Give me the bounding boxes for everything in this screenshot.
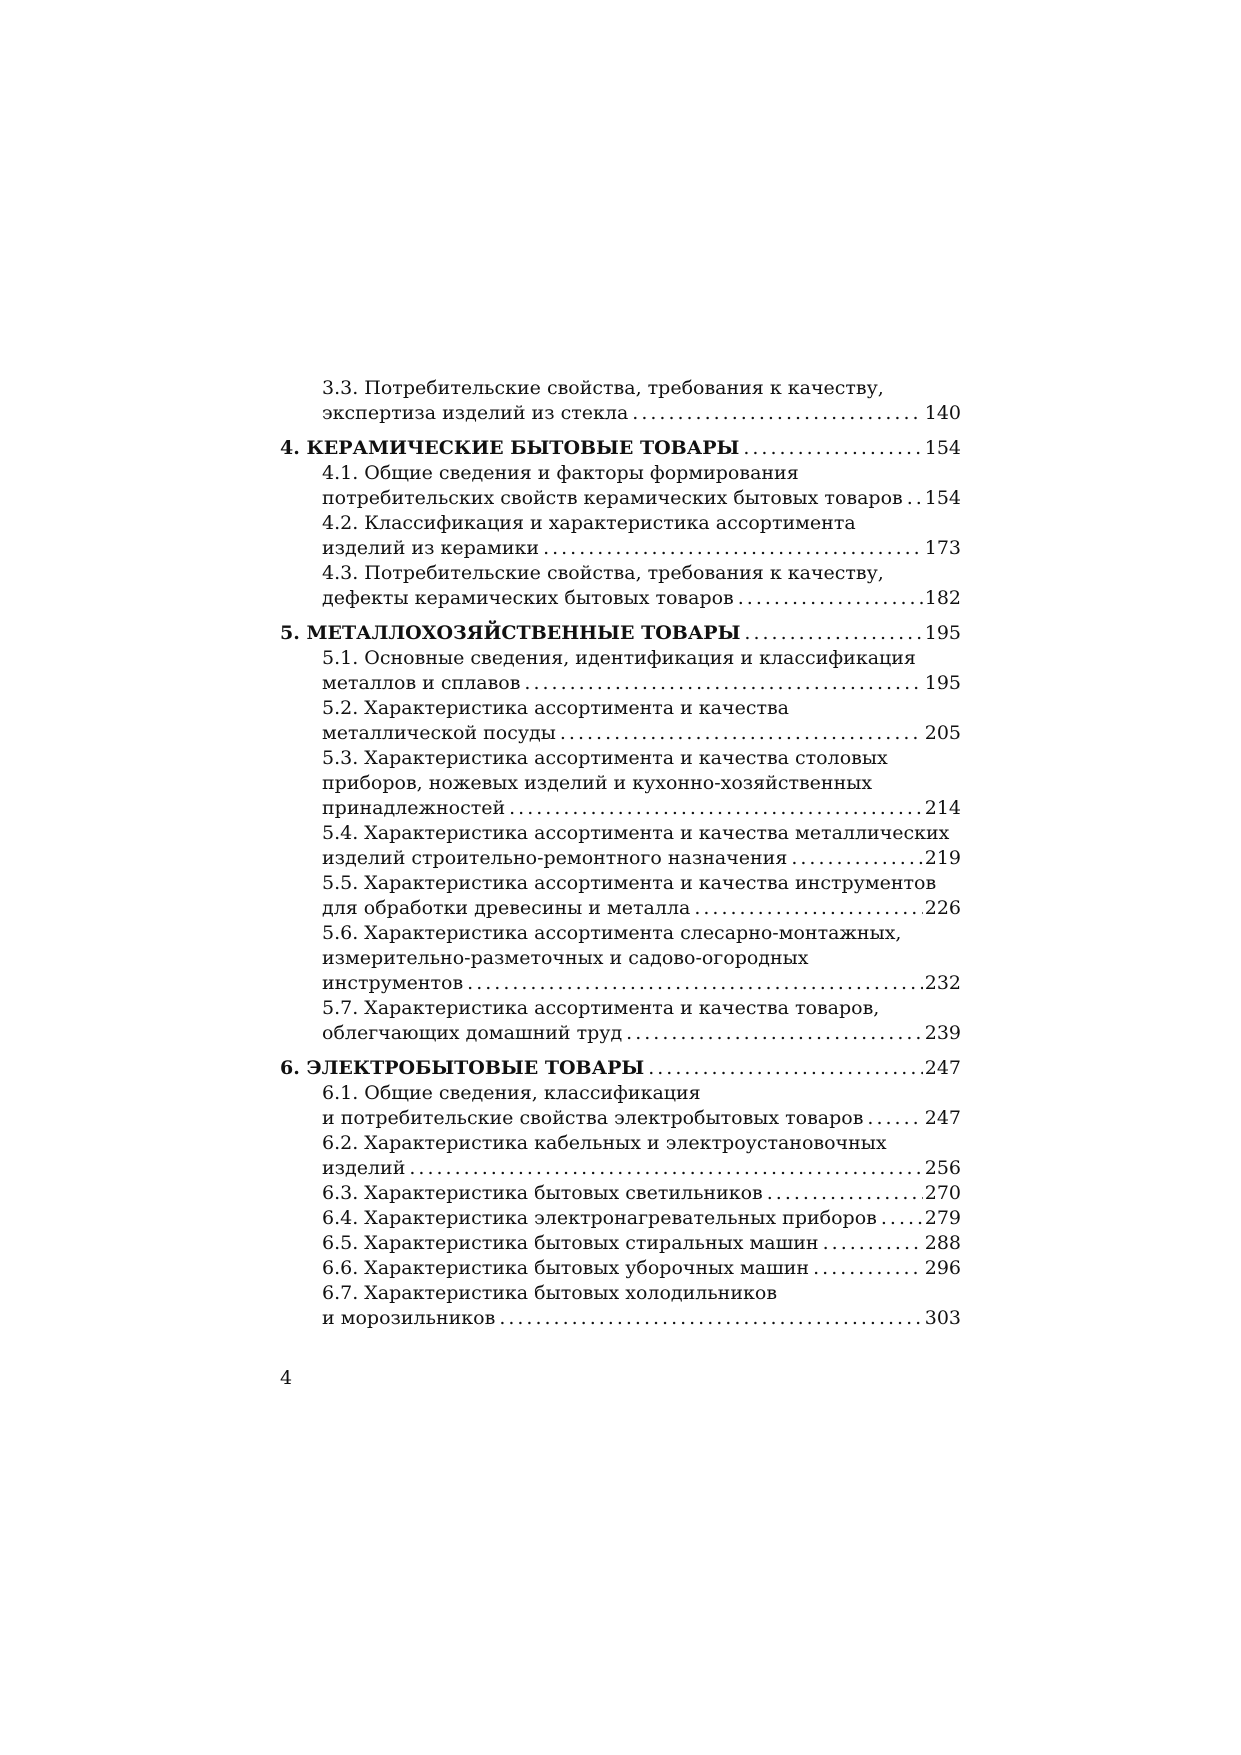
entry-text: инструментов: [322, 972, 464, 994]
dot-leader: [409, 1156, 922, 1181]
toc-entry[interactable]: [280, 1231, 961, 1256]
toc-entry-line: [280, 771, 961, 796]
toc-entry[interactable]: [280, 1131, 961, 1181]
toc-section: [280, 621, 961, 1046]
entry-text: 5.4. Характеристика ассортимента и качества металлических: [322, 822, 950, 844]
entry-text: измерительно-разметочных и садово-огородных: [322, 947, 809, 969]
toc-entry-last-line: [280, 536, 961, 561]
entry-text: изделий строительно-ремонтного назначения: [322, 847, 788, 869]
entry-text: металлов и сплавов: [322, 672, 521, 694]
toc-entry-line: [280, 1281, 961, 1306]
dot-leader: [499, 1306, 922, 1331]
toc-entry[interactable]: [280, 376, 961, 426]
toc-entry[interactable]: [280, 696, 961, 746]
dot-leader: [867, 1106, 922, 1131]
toc-entry-last-line: [280, 846, 961, 871]
toc-entry-line: [280, 696, 961, 721]
entry-text: 5.1. Основные сведения, идентификация и классификация: [322, 647, 916, 669]
toc-entry-line: [280, 461, 961, 486]
entry-text: облегчающих домашний труд: [322, 1022, 623, 1044]
chapter-title: 6. ЭЛЕКТРОБЫТОВЫЕ ТОВАРЫ: [280, 1057, 645, 1079]
page-ref: 239: [924, 1022, 961, 1044]
toc-entry-last-line: [280, 1256, 961, 1281]
page-ref: 247: [924, 1107, 961, 1129]
toc-entry[interactable]: [280, 1181, 961, 1206]
dot-leader: [648, 1056, 923, 1081]
toc-entry-last-line: [280, 1106, 961, 1131]
entry-text: для обработки древесины и металла: [322, 897, 691, 919]
toc-entry[interactable]: [280, 461, 961, 511]
entry-text: 6.6. Характеристика бытовых уборочных машин: [322, 1257, 810, 1279]
toc-entry-last-line: [280, 671, 961, 696]
toc-entry[interactable]: [280, 561, 961, 611]
entry-text: 5.6. Характеристика ассортимента слесарно-монтажных,: [322, 922, 902, 944]
entry-text: 5.2. Характеристика ассортимента и качества: [322, 697, 789, 719]
toc-entry[interactable]: [280, 996, 961, 1046]
entry-text: экспертиза изделий из стекла: [322, 402, 629, 424]
entry-text: 6.2. Характеристика кабельных и электроустановочных: [322, 1132, 887, 1154]
toc-entry-line: [280, 511, 961, 536]
page-ref: 270: [924, 1182, 961, 1204]
toc-entry-line: [280, 1081, 961, 1106]
dot-leader: [743, 436, 922, 461]
entry-text: 4.3. Потребительские свойства, требования к качеству,: [322, 562, 884, 584]
page-ref: 256: [924, 1157, 961, 1179]
dot-leader: [509, 796, 923, 821]
entry-text: 6.7. Характеристика бытовых холодильников: [322, 1282, 778, 1304]
toc-entry-last-line: [280, 486, 961, 511]
dot-leader: [881, 1206, 923, 1231]
toc-entry-line: [280, 921, 961, 946]
toc-entry-line: [280, 996, 961, 1021]
dot-leader: [560, 721, 923, 746]
entry-text: 3.3. Потребительские свойства, требования к качеству,: [322, 377, 884, 399]
page-ref: 226: [924, 897, 961, 919]
entry-text: 4.2. Классификация и характеристика ассортимента: [322, 512, 856, 534]
toc-entry-last-line: [280, 971, 961, 996]
page-number: 4: [280, 1367, 293, 1389]
entry-text: и потребительские свойства электробытовых товаров: [322, 1107, 864, 1129]
entry-text: металлической посуды: [322, 722, 556, 744]
entry-text: принадлежностей: [322, 797, 506, 819]
toc-entry[interactable]: [280, 511, 961, 561]
toc-entry-last-line: [280, 1156, 961, 1181]
entry-text: 5.5. Характеристика ассортимента и качества инструментов: [322, 872, 937, 894]
entry-text: 6.3. Характеристика бытовых светильников: [322, 1182, 763, 1204]
toc-entry-last-line: [280, 1306, 961, 1331]
dot-leader: [823, 1231, 923, 1256]
dot-leader: [738, 586, 923, 611]
chapter-title: 5. МЕТАЛЛОХОЗЯЙСТВЕННЫЕ ТОВАРЫ: [280, 622, 741, 644]
toc-entry[interactable]: [280, 871, 961, 921]
toc-chapter[interactable]: [280, 1056, 961, 1081]
page-ref: 214: [924, 797, 961, 819]
page-ref: 182: [924, 587, 961, 609]
toc-entry[interactable]: [280, 921, 961, 996]
dot-leader: [813, 1256, 923, 1281]
dot-leader: [524, 671, 922, 696]
entry-text: 4.1. Общие сведения и факторы формирования: [322, 462, 799, 484]
dot-leader: [791, 846, 922, 871]
toc-section: [280, 376, 961, 426]
entry-text: и морозильников: [322, 1307, 496, 1329]
entry-text: дефекты керамических бытовых товаров: [322, 587, 734, 609]
toc-entry[interactable]: [280, 1206, 961, 1231]
page-ref: 195: [924, 672, 961, 694]
toc-section: [280, 1056, 961, 1331]
dot-leader: [467, 971, 923, 996]
toc-entry[interactable]: [280, 1256, 961, 1281]
entry-text: изделий из керамики: [322, 537, 540, 559]
dot-leader: [543, 536, 923, 561]
dot-leader: [626, 1021, 923, 1046]
page-ref: 140: [924, 402, 961, 424]
dot-leader: [907, 486, 923, 511]
toc-entry[interactable]: [280, 646, 961, 696]
toc-entry-line: [280, 821, 961, 846]
page-ref: 288: [924, 1232, 961, 1254]
chapter-title: 4. КЕРАМИЧЕСКИЕ БЫТОВЫЕ ТОВАРЫ: [280, 437, 740, 459]
toc-entry-last-line: [280, 796, 961, 821]
entry-text: потребительских свойств керамических бытовых товаров: [322, 487, 903, 509]
toc-entry-line: [280, 561, 961, 586]
dot-leader: [767, 1181, 923, 1206]
page-ref: 303: [924, 1307, 961, 1329]
page-ref: 173: [924, 537, 961, 559]
toc-entry-last-line: [280, 586, 961, 611]
toc-entry-last-line: [280, 401, 961, 426]
toc-entry-line: [280, 376, 961, 401]
page-ref: 279: [924, 1207, 961, 1229]
page-ref: 232: [924, 972, 961, 994]
page-ref: 154: [924, 437, 961, 459]
toc-entry[interactable]: [280, 1081, 961, 1131]
toc-entry-last-line: [280, 1206, 961, 1231]
page-ref: 219: [924, 847, 961, 869]
toc-entry-line: [280, 871, 961, 896]
toc-entry-last-line: [280, 1181, 961, 1206]
toc-entry[interactable]: [280, 746, 961, 821]
toc-entry-last-line: [280, 1021, 961, 1046]
toc-chapter[interactable]: [280, 436, 961, 461]
toc-entry-line: [280, 646, 961, 671]
page-ref: 205: [924, 722, 961, 744]
toc-entry-line: [280, 946, 961, 971]
toc-entry-last-line: [280, 721, 961, 746]
entry-text: 6.5. Характеристика бытовых стиральных машин: [322, 1232, 819, 1254]
page-ref: 296: [924, 1257, 961, 1279]
dot-leader: [744, 621, 922, 646]
entry-text: 5.3. Характеристика ассортимента и качества столовых: [322, 747, 888, 769]
toc-entry-last-line: [280, 1231, 961, 1256]
toc-entry[interactable]: [280, 1281, 961, 1331]
entry-text: изделий: [322, 1157, 406, 1179]
toc-entry-line: [280, 746, 961, 771]
dot-leader: [632, 401, 922, 426]
entry-text: 5.7. Характеристика ассортимента и качества товаров,: [322, 997, 880, 1019]
entry-text: приборов, ножевых изделий и кухонно-хозяйственных: [322, 772, 873, 794]
dot-leader: [694, 896, 922, 921]
table-of-contents: [280, 376, 961, 1341]
toc-chapter[interactable]: [280, 621, 961, 646]
page-ref: 154: [924, 487, 961, 509]
toc-entry-last-line: [280, 896, 961, 921]
page-ref: 247: [924, 1057, 961, 1079]
entry-text: 6.4. Характеристика электронагревательных приборов: [322, 1207, 877, 1229]
page-ref: 195: [924, 622, 961, 644]
toc-entry[interactable]: [280, 821, 961, 871]
toc-entry-line: [280, 1131, 961, 1156]
toc-section: [280, 436, 961, 611]
entry-text: 6.1. Общие сведения, классификация: [322, 1082, 701, 1104]
